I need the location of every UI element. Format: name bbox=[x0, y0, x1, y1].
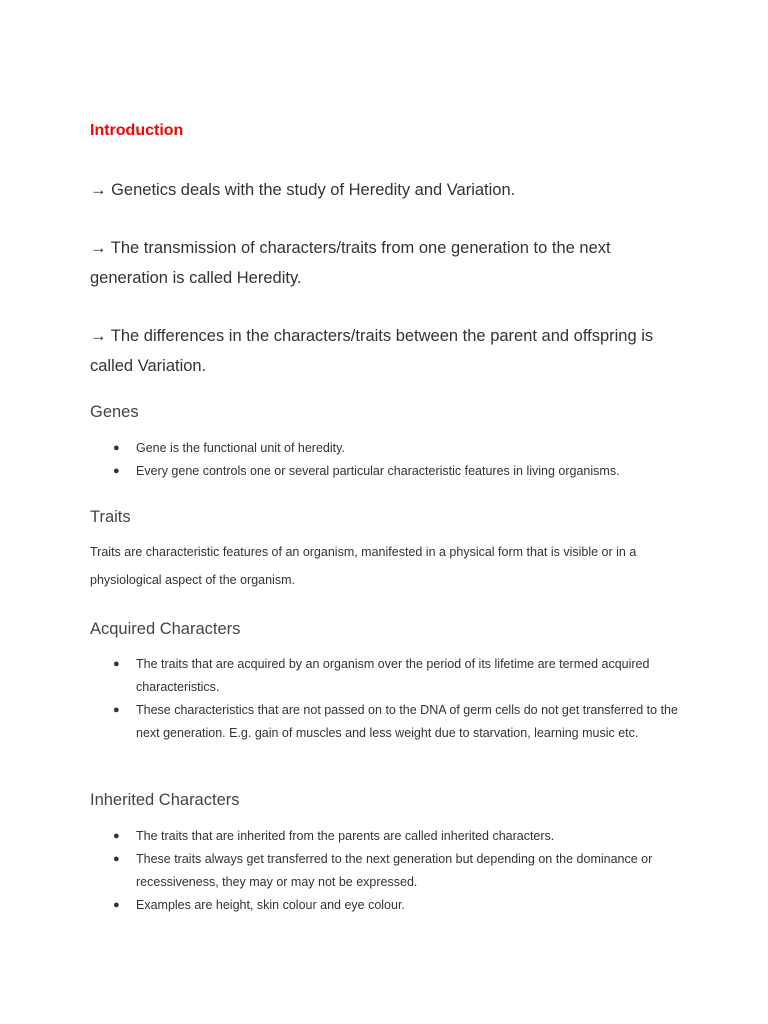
inherited-characters-list bbox=[90, 825, 690, 917]
bullet-icon: ● bbox=[113, 442, 120, 454]
bullet-icon: ● bbox=[113, 658, 120, 670]
inherited-characters-heading: Inherited Characters bbox=[90, 791, 240, 809]
list-item bbox=[90, 825, 690, 848]
list-item bbox=[90, 699, 690, 745]
list-item-text: Examples are height, skin colour and eye colour. bbox=[136, 898, 405, 912]
list-item bbox=[90, 653, 690, 699]
bullet-icon: ● bbox=[113, 853, 120, 865]
list-item-text: Every gene controls one or several particular characteristic features in living organisms. bbox=[136, 464, 620, 478]
bullet-icon: ● bbox=[113, 704, 120, 716]
intro-paragraph-genetics: → Genetics deals with the study of Heredity and Variation. bbox=[90, 181, 516, 199]
acquired-characters-heading: Acquired Characters bbox=[90, 620, 241, 638]
list-item-text: Gene is the functional unit of heredity. bbox=[136, 441, 345, 455]
bullet-icon: ● bbox=[113, 830, 120, 842]
genes-list bbox=[90, 437, 690, 483]
list-item-text: These traits always get transferred to the next generation but depending on the dominance or recessiveness, they may or may not be expressed. bbox=[136, 852, 653, 889]
list-item bbox=[90, 437, 690, 460]
list-item-text: The traits that are acquired by an organism over the period of its lifetime are termed acquired characteristics. bbox=[136, 657, 650, 694]
bullet-icon: ● bbox=[113, 899, 120, 911]
traits-heading: Traits bbox=[90, 508, 131, 526]
intro-paragraph-variation: → The differences in the characters/traits between the parent and offspring is called Variation. bbox=[90, 327, 654, 375]
introduction-heading: Introduction bbox=[90, 122, 184, 139]
list-item-text: These characteristics that are not passed on to the DNA of germ cells do not get transferred to the next generation. E.g. gain of muscles and less weight due to starvation, learning music etc. bbox=[136, 703, 678, 740]
list-item bbox=[90, 460, 690, 483]
list-item bbox=[90, 848, 690, 894]
bullet-icon: ● bbox=[113, 465, 120, 477]
traits-paragraph: Traits are characteristic features of an organism, manifested in a physical form that is visible or in a physiological aspect of the organism. bbox=[90, 545, 637, 587]
list-item bbox=[90, 894, 690, 917]
genes-heading: Genes bbox=[90, 403, 139, 421]
acquired-characters-list bbox=[90, 653, 690, 745]
list-item-text: The traits that are inherited from the parents are called inherited characters. bbox=[136, 829, 555, 843]
intro-paragraph-heredity: → The transmission of characters/traits from one generation to the next generation is called Heredity. bbox=[90, 239, 611, 287]
